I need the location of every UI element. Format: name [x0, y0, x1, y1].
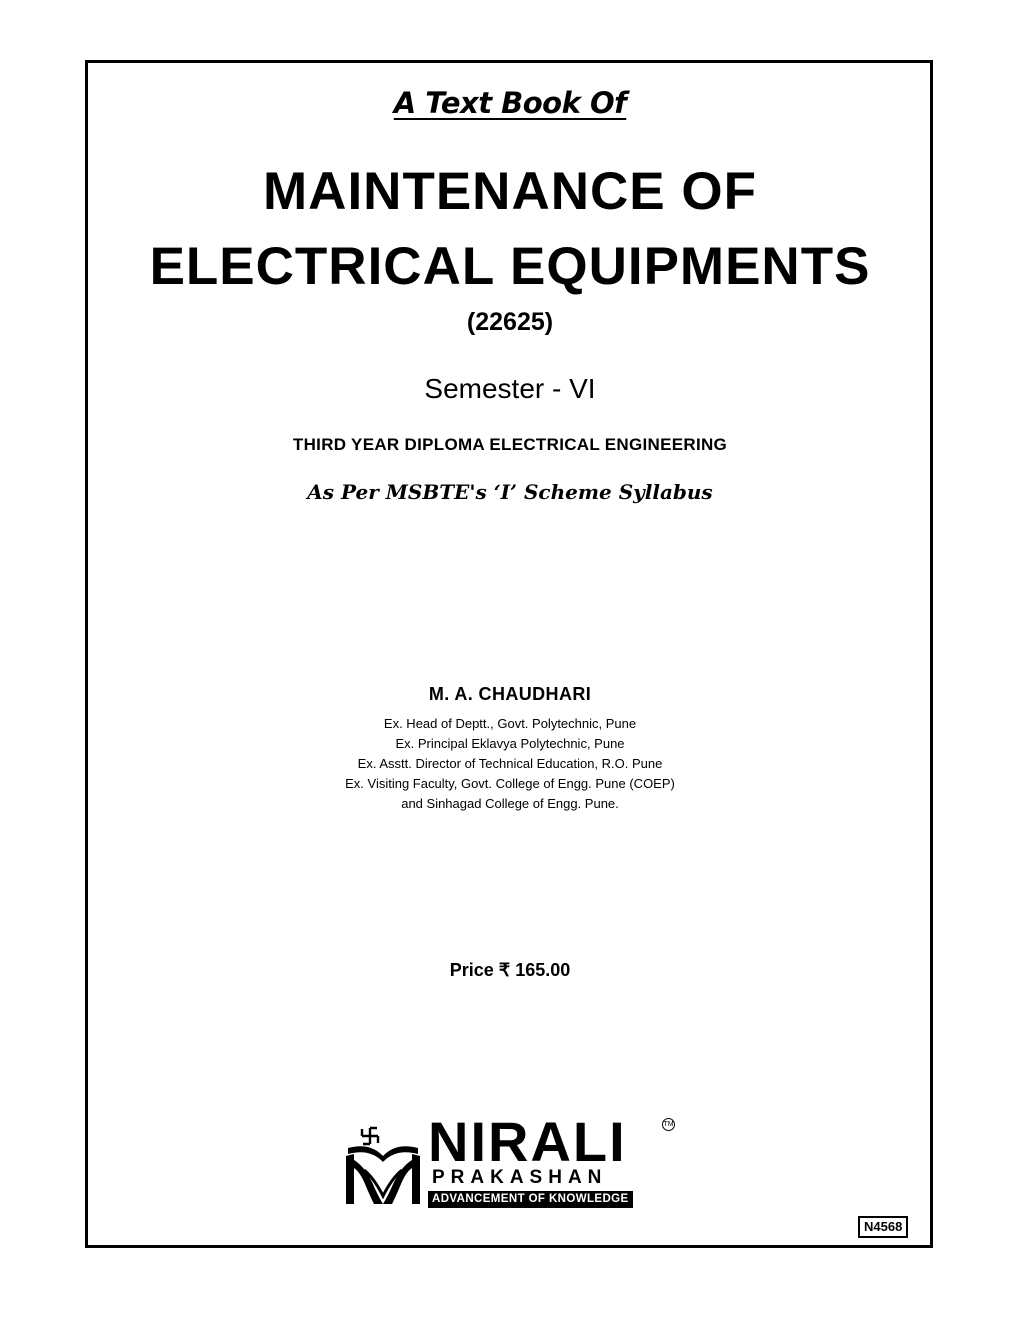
credential-line: Ex. Visiting Faculty, Govt. College of Engg. Pune (COEP)	[345, 776, 675, 791]
semester: Semester - VI	[424, 373, 596, 404]
book-prefix: A Text Book Of	[393, 86, 627, 120]
trademark-mark: TM	[662, 1118, 675, 1131]
reference-code: N4568	[858, 1216, 908, 1238]
open-book-logo-icon	[340, 1120, 426, 1212]
subject-code: (22625)	[466, 308, 554, 336]
course-name: THIRD YEAR DIPLOMA ELECTRICAL ENGINEERING	[292, 435, 728, 454]
credential-line: Ex. Head of Deptt., Govt. Polytechnic, Pune	[383, 716, 637, 731]
title-line-1: MAINTENANCE OF	[263, 162, 757, 221]
publisher-name: NIRALI	[428, 1110, 627, 1173]
credential-line: Ex. Principal Eklavya Polytechnic, Pune	[395, 736, 625, 751]
syllabus-scheme: As Per MSBTE's ‘I’ Scheme Syllabus	[307, 480, 713, 504]
author-name: M. A. CHAUDHARI	[428, 684, 592, 704]
title-line-2: ELECTRICAL EQUIPMENTS	[149, 237, 871, 296]
author-credentials	[0, 714, 1020, 814]
credential-line: Ex. Asstt. Director of Technical Education, R.O. Pune	[357, 756, 663, 771]
price: Price ₹ 165.00	[449, 960, 571, 980]
credential-line: and Sinhagad College of Engg. Pune.	[401, 796, 619, 811]
publisher-logo	[340, 1110, 680, 1212]
publisher-tagline: ADVANCEMENT OF KNOWLEDGE	[428, 1191, 633, 1208]
publisher-subname: PRAKASHAN	[432, 1167, 608, 1188]
